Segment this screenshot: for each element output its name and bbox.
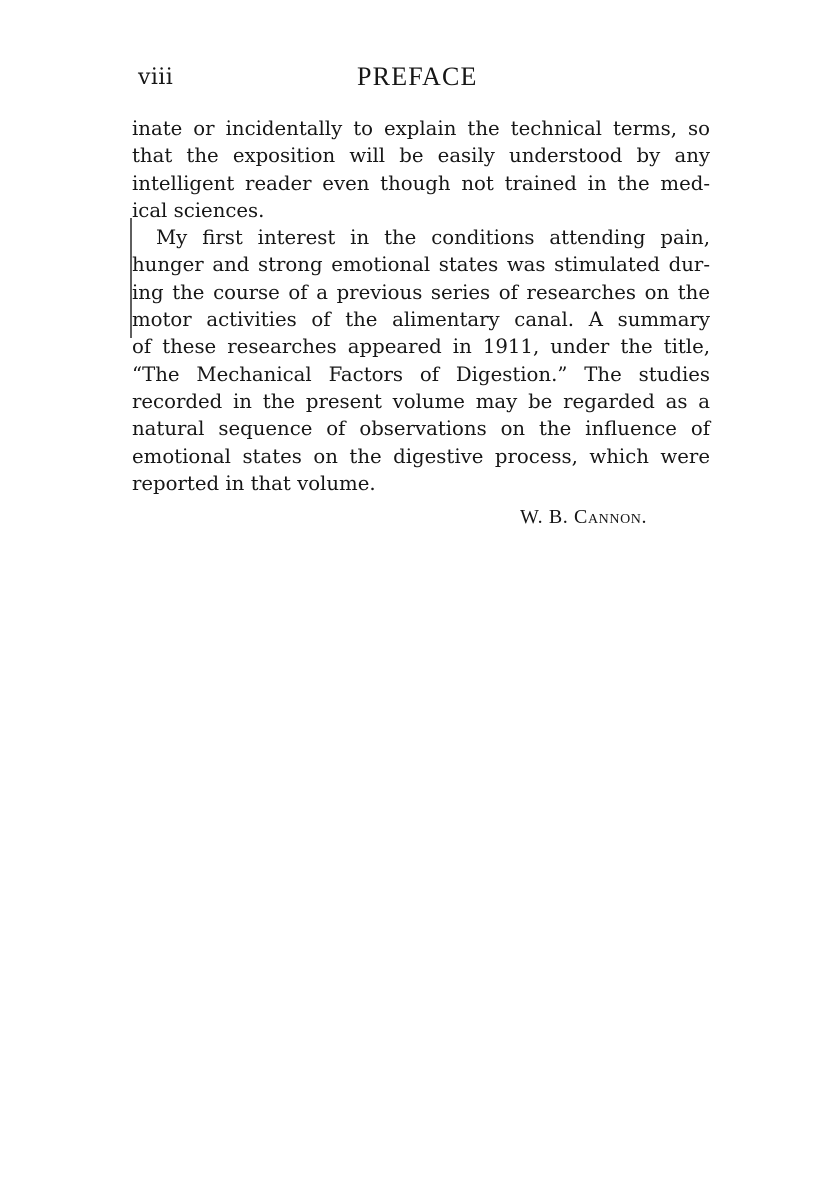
text-line: intelligent reader even though not trained in the med- [132, 171, 710, 195]
text-line: that the exposition will be easily understood by any [132, 144, 710, 168]
page-number: viii [138, 65, 174, 90]
text-line: emotional states on the digestive process, which were [132, 444, 710, 468]
text-line: natural sequence of observations on the influence of [132, 417, 710, 441]
text-line: “The Mechanical Factors of Digestion.” The studies [132, 362, 710, 386]
page-header [132, 62, 712, 96]
text-line: motor activities of the alimentary canal. A summary [132, 308, 710, 332]
text-line: inate or incidentally to explain the technical terms, so [132, 117, 710, 140]
text-line: reported in that volume. [132, 471, 376, 495]
text-line: recorded in the present volume may be regarded as a [132, 389, 710, 413]
preface-body [132, 115, 710, 497]
text-line: hunger and strong emotional states was stimulated dur- [132, 253, 710, 277]
text-line: ing the course of a previous series of researches on the [132, 280, 710, 304]
running-head: PREFACE [357, 62, 478, 91]
signature-initials: W. B. [520, 506, 569, 528]
signature-surname: Cannon. [574, 506, 648, 528]
text-line: My first interest in the conditions attending pain, [156, 226, 710, 250]
author-signature [520, 506, 647, 529]
text-line: of these researches appeared in 1911, under the title, [132, 335, 710, 359]
text-line: ical sciences. [132, 198, 265, 222]
